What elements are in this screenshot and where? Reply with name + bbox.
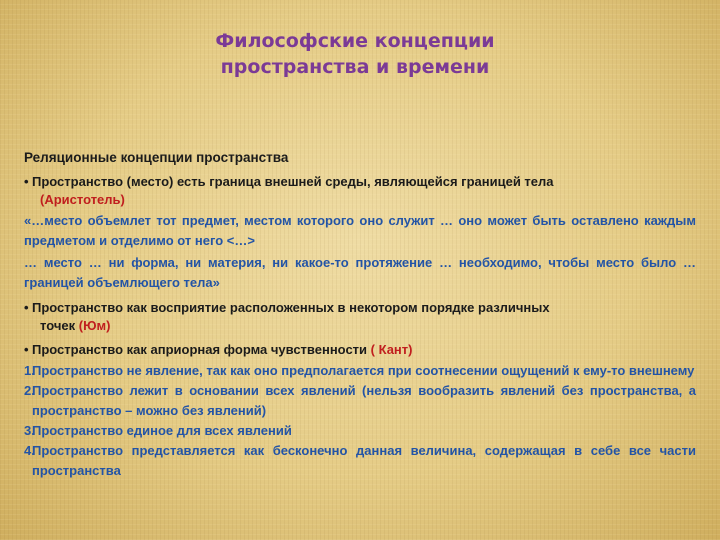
author-hume: (Юм) [78,318,111,333]
list-item [24,421,696,441]
list-item-number: 4. [24,443,35,458]
slide-content [24,150,696,481]
bullet-hume-text-2: точек [40,318,76,333]
slide-title-line-2: пространства и времени [220,56,490,78]
slide-title [150,28,560,80]
list-item-number: 2. [24,383,35,398]
bullet-hume [24,299,696,335]
bullet-kant [24,341,696,359]
list-item-text: Пространство не явление, так как оно предполагается при соотнесении ощущений к ему-то внешнему [32,363,695,378]
author-kant: ( Кант) [370,342,413,357]
section-heading: Реляционные концепции пространства [24,150,289,165]
list-item-text: Пространство лежит в основании всех явлений (нельзя вообразить явлений без пространства, а пространство – можно без явлений) [32,383,696,418]
bullet-aristotle-text: Пространство (место) есть граница внешней среды, являющейся границей тела [32,174,554,189]
slide-title-line-1: Философские концепции [215,30,495,52]
list-item-text: Пространство единое для всех явлений [32,423,292,438]
kant-theses-list [24,361,696,481]
list-item [24,381,696,421]
bullet-aristotle [24,173,696,209]
aristotle-quote-1: «…место объемлет тот предмет, местом которого оно служит … оно может быть оставлено каждым предметом и отделимо от него <…> [24,213,696,248]
aristotle-quote-2: … место … ни форма, ни материя, ни какое-то протяжение … необходимо, чтобы место было … границей объемлющего тела» [24,255,696,290]
bullet-hume-text: Пространство как восприятие расположенных в некотором порядке различных [32,300,550,315]
list-item-number: 1. [24,363,35,378]
bullet-kant-text: Пространство как априорная форма чувственности [32,342,368,357]
author-aristotle: (Аристотель) [40,192,125,207]
list-item-text: Пространство представляется как бесконечно данная величина, содержащая в себе все части пространства [32,443,696,478]
list-item-number: 3. [24,423,35,438]
list-item [24,361,696,381]
list-item [24,441,696,481]
